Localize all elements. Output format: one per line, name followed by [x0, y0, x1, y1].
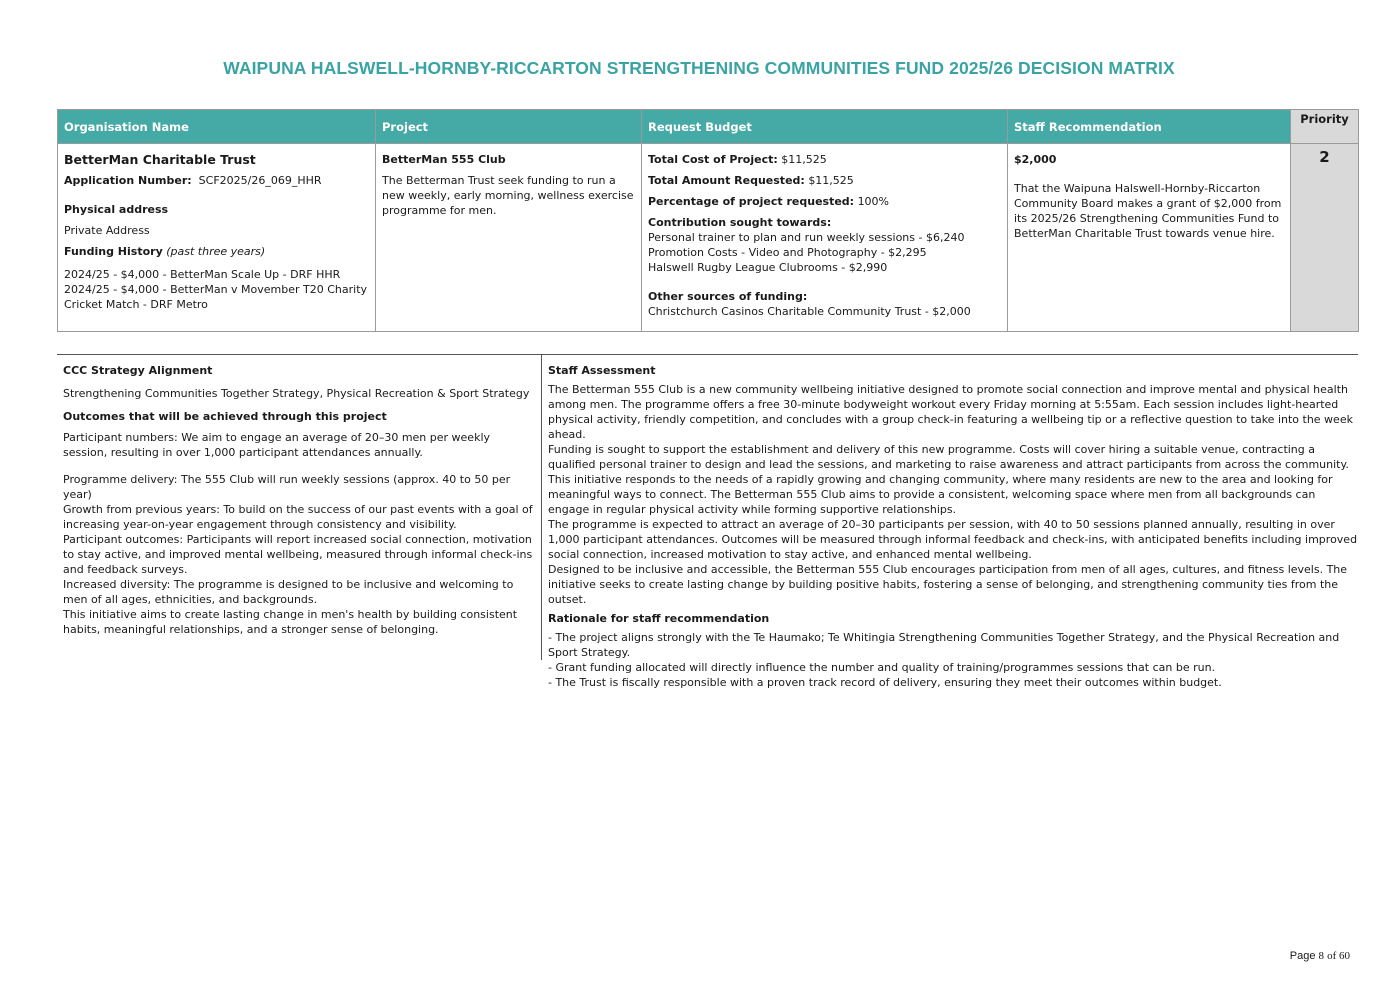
project-cell — [376, 144, 642, 332]
other-funding-label: Other sources of funding: — [648, 290, 808, 303]
page-total: of 60 — [1327, 950, 1350, 962]
rationale-item: - Grant funding allocated will directly influence the number and quality of training/programmes sessions that can be run. — [548, 661, 1216, 674]
amount-requested — [648, 173, 1001, 188]
assessment-section — [57, 354, 1358, 689]
document-title: WAIPUNA HALSWELL-HORNBY-RICCARTON STRENGTHENING COMMUNITIES FUND 2025/26 DECISION MATRIX — [223, 58, 1175, 78]
assessment-paragraph: Funding is sought to support the establishment and delivery of this new programme. Costs will cover hiring a suitable venue, contracting a qualified personal trainer to design and lead the sessions, and marketing to raise awareness and attract participants from across the community. — [548, 443, 1349, 471]
outcome-line: This initiative aims to create lasting change in men's health by building consistent habits, meaningful relationships, and a stronger sense of belonging. — [63, 608, 518, 636]
page-number — [1290, 950, 1350, 962]
funding-history-label: Funding History — [64, 245, 163, 258]
funding-history-item: 2024/25 - $4,000 - BetterMan Scale Up - DRF HHR — [64, 268, 341, 281]
header-organisation-name: Organisation Name — [58, 110, 376, 144]
application-number-value: SCF2025/26_069_HHR — [198, 174, 322, 187]
physical-address-value: Private Address — [64, 224, 150, 237]
physical-address-label: Physical address — [64, 203, 169, 216]
rationale-item: - The Trust is fiscally responsible with a proven track record of delivery, ensuring they meet their outcomes within budget. — [548, 676, 1222, 689]
rationale-heading: Rationale for staff recommendation — [548, 612, 770, 625]
outcome-line: Programme delivery: The 555 Club will run weekly sessions (approx. 40 to 50 per year) — [63, 473, 511, 501]
header-request-budget: Request Budget — [642, 110, 1008, 144]
amount-requested-label: Total Amount Requested: — [648, 174, 805, 187]
percentage-requested-label: Percentage of project requested: — [648, 195, 855, 208]
page-current: 8 — [1318, 950, 1325, 962]
contribution-item: Personal trainer to plan and run weekly sessions - $6,240 — [648, 231, 965, 244]
funding-history-heading — [64, 244, 369, 259]
recommendation-cell — [1008, 144, 1291, 332]
page-label: Page — [1289, 950, 1316, 962]
funding-history-note: (past three years) — [166, 245, 266, 258]
contribution-item: Halswell Rugby League Clubrooms - $2,990 — [648, 261, 888, 274]
assessment-paragraph: The programme is expected to attract an average of 20–30 participants per session, with 40 to 50 sessions planned annually, resulting in over 1,000 participant attendances. Outcomes will be measured through informal feedback and check-ins, with anticipated benefits including improved social connection, increased motivation to stay active, and enhanced mental wellbeing. — [548, 518, 1358, 561]
header-priority: Priority — [1291, 110, 1359, 144]
total-cost-label: Total Cost of Project: — [648, 153, 778, 166]
outcome-paragraph: Participant numbers: We aim to engage an average of 20–30 men per weekly session, resulting in over 1,000 participant attendances annually. — [63, 431, 491, 459]
project-name: BetterMan 555 Club — [382, 153, 506, 166]
strategy-alignment-text: Strengthening Communities Together Strategy, Physical Recreation & Sport Strategy — [63, 387, 530, 400]
staff-assessment-column — [541, 355, 1360, 689]
recommended-amount: $2,000 — [1014, 153, 1057, 166]
organisation-cell — [58, 144, 376, 332]
strategy-alignment-heading: CCC Strategy Alignment — [63, 364, 213, 377]
outcome-line: Increased diversity: The programme is designed to be inclusive and welcoming to men of all ages, ethnicities, and backgrounds. — [63, 578, 514, 606]
funding-history-item: 2024/25 - $4,000 - BetterMan v Movember T20 Charity Cricket Match - DRF Metro — [64, 283, 368, 311]
budget-cell — [642, 144, 1008, 332]
recommendation-text: That the Waipuna Halswell-Hornby-Riccarton Community Board makes a grant of $2,000 from its 2025/26 Strengthening Communities Fund to BetterMan Charitable Trust towards venue hire. — [1014, 182, 1282, 240]
percentage-requested — [648, 194, 1001, 209]
application-number-label: Application Number: — [64, 174, 192, 187]
header-project: Project — [376, 110, 642, 144]
rationale-item: - The project aligns strongly with the Te Haumako; Te Whitingia Strengthening Communities Together Strategy, and the Physical Recreation and Sport Strategy. — [548, 631, 1340, 659]
organisation-name: BetterMan Charitable Trust — [64, 152, 256, 167]
header-staff-recommendation: Staff Recommendation — [1008, 110, 1291, 144]
assessment-paragraph: This initiative responds to the needs of a rapidly growing and changing community, where many residents are new to the area and looking for meaningful ways to connect. The Betterman 555 Club aims to provide a consistent, welcoming space where men from all backgrounds can engage in regular physical activity while forming supportive relationships. — [548, 473, 1333, 516]
decision-matrix-table — [57, 109, 1359, 332]
other-funding-value: Christchurch Casinos Charitable Community Trust - $2,000 — [648, 305, 971, 318]
total-cost — [648, 152, 1001, 167]
assessment-paragraph: Designed to be inclusive and accessible, the Betterman 555 Club encourages participation from men of all ages, cultures, and fitness levels. The initiative seeks to create lasting change by building positive habits, fostering a sense of belonging, and strengthening community ties from the outset. — [548, 563, 1348, 606]
staff-assessment-heading: Staff Assessment — [548, 364, 656, 377]
assessment-paragraph: The Betterman 555 Club is a new community wellbeing initiative designed to promote social connection and improve mental and physical health among men. The programme offers a free 30-minute bodyweight workout every Friday morning at 5:55am. Each session includes light-hearted physical activity, friendly competition, and concludes with a group check-in featuring a wellbeing tip or a reflective question to take into the week ahead. — [548, 383, 1353, 441]
outcomes-heading: Outcomes that will be achieved through this project — [63, 410, 387, 423]
priority-cell — [1291, 144, 1359, 332]
outcome-line: Participant outcomes: Participants will report increased social connection, motivation to stay active, and improved mental wellbeing, measured through informal check-ins and feedback surveys. — [63, 533, 533, 576]
outcome-line: Growth from previous years: To build on the success of our past events with a goal of increasing year-on-year engagement through consistency and visibility. — [63, 503, 533, 531]
contribution-label: Contribution sought towards: — [648, 216, 832, 229]
total-cost-value: $11,525 — [781, 153, 827, 166]
amount-requested-value: $11,525 — [808, 174, 854, 187]
project-description: The Betterman Trust seek funding to run a new weekly, early morning, wellness exercise programme for men. — [382, 174, 634, 217]
contribution-item: Promotion Costs - Video and Photography - $2,295 — [648, 246, 927, 259]
strategy-alignment-column — [63, 355, 537, 637]
application-number — [64, 173, 369, 188]
priority-value: 2 — [1319, 148, 1330, 166]
percentage-requested-value: 100% — [857, 195, 890, 208]
